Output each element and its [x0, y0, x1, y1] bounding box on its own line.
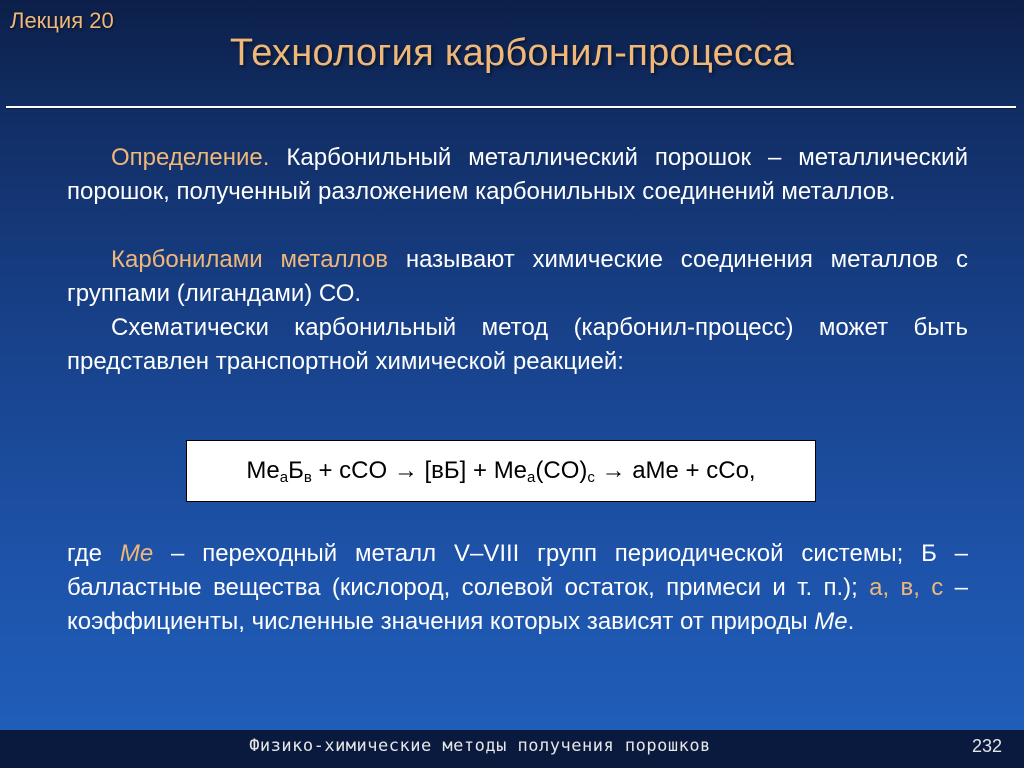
formula-subscript-c: c [587, 469, 595, 486]
carbonyls-paragraph [67, 243, 968, 311]
slide-body [67, 141, 968, 379]
legend-block [67, 537, 968, 639]
legend-me-description: – переходный металл V–VIII групп периодической системы; Б – балластные вещества (кислород, солевой остаток, примеси и т. п.); [67, 540, 968, 601]
footer-course-title: Физико-химические методы получения порошков [249, 736, 711, 756]
formula-part-2: + cCO → [вБ] + Me [318, 457, 528, 484]
legend-me-symbol: Ме [119, 540, 154, 567]
legend-paragraph [67, 537, 968, 639]
reaction-formula-box [186, 440, 816, 502]
page-number: 232 [971, 736, 1002, 756]
formula-carbonyl: (CO) [535, 457, 588, 484]
formula-subscript-a2: a [527, 469, 536, 486]
definition-text: Карбонильный металлический порошок – металлический порошок, полученный разложением карбонильных соединений металлов. [67, 144, 968, 205]
formula-subscript-a: a [279, 469, 289, 486]
carbonyls-text: называют химические соединения металлов с группами (лигандами) СО. [67, 246, 968, 307]
formula-subscript-v: в [303, 469, 312, 486]
schematic-text: Схематически карбонильный метод (карбонил-процесс) может быть представлен транспортной химической реакцией: [67, 314, 968, 375]
legend-coefficients-description: – коэффициенты, численные значения которых зависят от природы [67, 574, 968, 635]
definition-paragraph [67, 141, 968, 209]
slide-title: Технология карбонил-процесса [229, 32, 795, 74]
formula-products: → aMe + cCo, [601, 457, 756, 484]
legend-me-end: Ме [814, 608, 848, 635]
paragraph-spacer [67, 209, 968, 243]
legend-period: . [847, 608, 855, 635]
formula-me: Me [246, 457, 280, 484]
formula-ballast: Б [288, 457, 304, 484]
title-divider [6, 106, 1016, 108]
legend-where: где [67, 540, 103, 567]
legend-coefficients: а, в, с [869, 574, 944, 601]
carbonyls-term: Карбонилами металлов [111, 246, 388, 273]
definition-term: Определение. [111, 144, 270, 171]
lecture-label: Лекция 20 [10, 8, 114, 33]
schematic-paragraph [67, 311, 968, 379]
